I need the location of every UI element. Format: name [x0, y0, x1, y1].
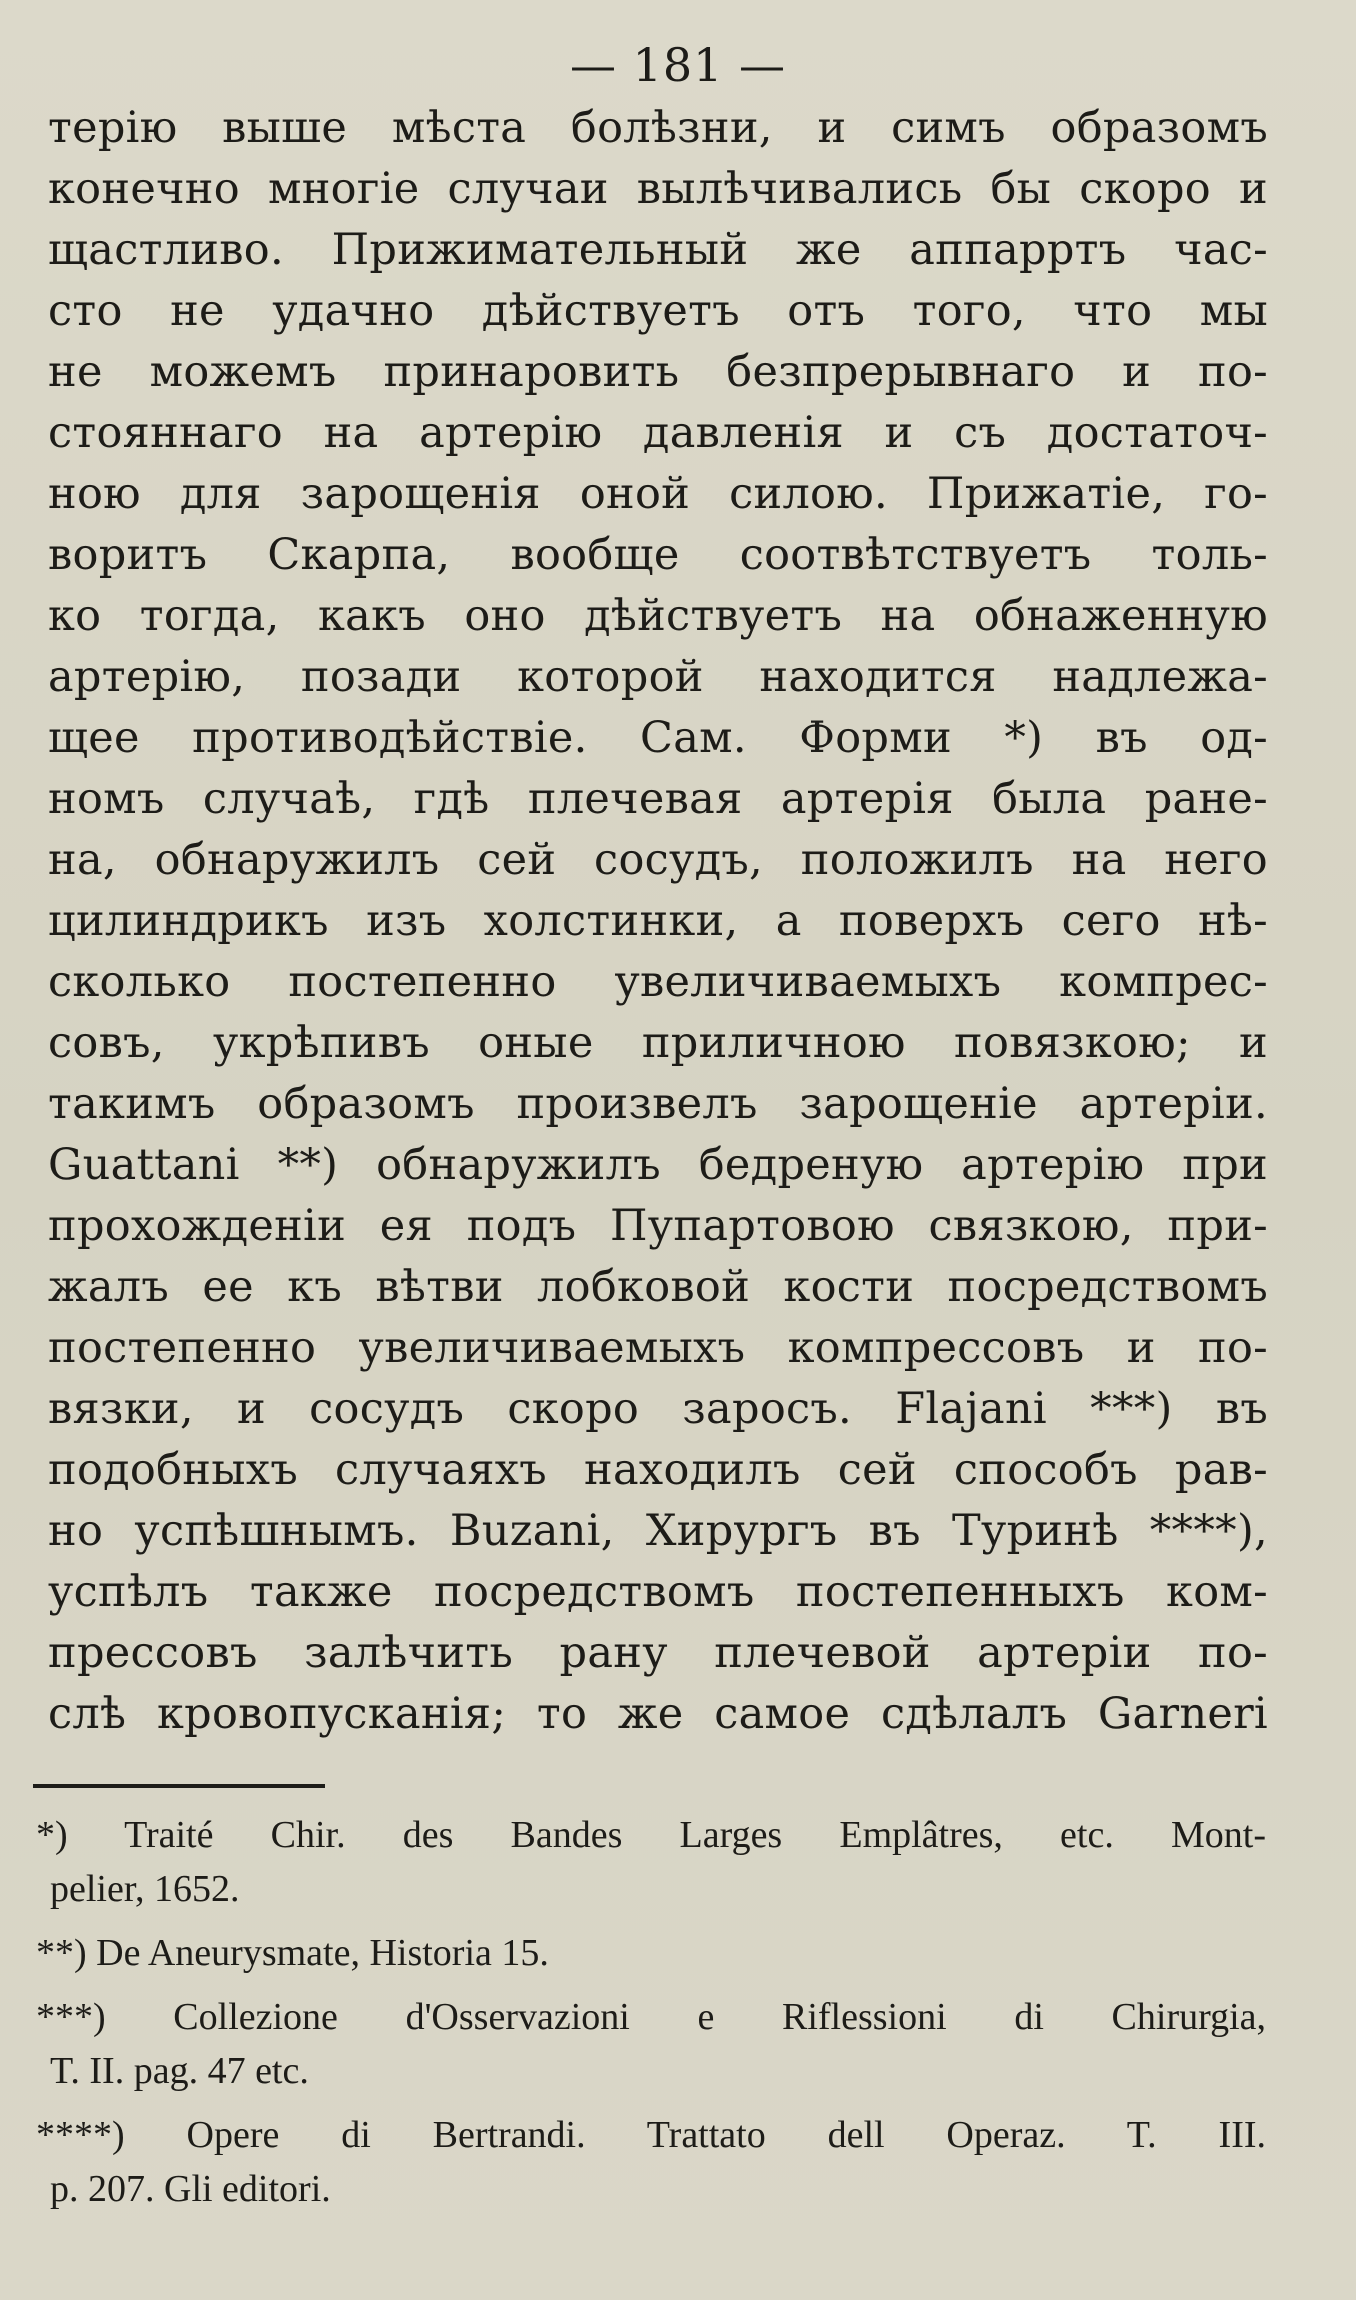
footnote-line: ****) Opere di Bertrandi. Trattato dell Operaz. T. III.: [36, 2114, 1266, 2156]
text-line: ною для зарощенія оной силою. Прижатіе, го-: [48, 469, 1268, 519]
text-line: артерію, позади которой находится надлежа-: [48, 652, 1268, 702]
footnote-line: *) Traité Chir. des Bandes Larges Emplâtres, etc. Mont-: [36, 1814, 1266, 1856]
footnote-line: p. 207. Gli editori.: [50, 2168, 331, 2210]
text-line: не можемъ принаровить безпрерывнаго и по-: [48, 347, 1268, 397]
footnote: [36, 2108, 1266, 2216]
text-line: воритъ Скарпа, вообще соотвѣтствуетъ толь-: [48, 530, 1268, 580]
footnotes: [36, 1808, 1266, 2226]
text-line: постепенно увеличиваемыхъ компрессовъ и по-: [48, 1323, 1268, 1373]
text-line: щее противодѣйствіе. Сам. Форми *) въ од-: [48, 713, 1268, 763]
text-line: но успѣшнымъ. Buzani, Хирургъ въ Туринѣ ****),: [48, 1506, 1268, 1556]
text-line: совъ, укрѣпивъ оные приличною повязкою; и: [48, 1018, 1268, 1068]
text-line: жалъ ее къ вѣтви лобковой кости посредствомъ: [48, 1262, 1268, 1312]
text-line: ко тогда, какъ оно дѣйствуетъ на обнаженную: [48, 591, 1268, 641]
footnote-line: ***) Collezione d'Osservazioni e Riflessioni di Chirurgia,: [36, 1996, 1266, 2038]
text-line: такимъ образомъ произвелъ зарощеніе артеріи.: [48, 1079, 1268, 1129]
text-line: цилиндрикъ изъ холстинки, а поверхъ сего нѣ-: [48, 896, 1268, 946]
text-line: терію выше мѣста болѣзни, и симъ образомъ: [48, 103, 1268, 153]
text-line: слѣ кровопусканія; то же самое сдѣлалъ Garneri: [48, 1689, 1268, 1739]
footnote-separator-rule: [33, 1784, 325, 1788]
text-line: успѣлъ также посредствомъ постепенныхъ ком-: [48, 1567, 1268, 1617]
footnote: [36, 1808, 1266, 1916]
text-line: вязки, и сосудъ скоро заросъ. Flajani ***) въ: [48, 1384, 1268, 1434]
text-line: подобныхъ случаяхъ находилъ сей способъ рав-: [48, 1445, 1268, 1495]
footnote: [36, 1926, 1266, 1980]
main-text: [48, 98, 1268, 1745]
text-line: прессовъ залѣчить рану плечевой артеріи по-: [48, 1628, 1268, 1678]
text-line: прохожденіи ея подъ Пупартовою связкою, при-: [48, 1201, 1268, 1251]
text-line: на, обнаружилъ сей сосудъ, положилъ на него: [48, 835, 1268, 885]
text-line: щастливо. Прижимательный же аппарртъ час-: [48, 225, 1268, 275]
text-line: сто не удачно дѣйствуетъ отъ того, что мы: [48, 286, 1268, 336]
footnote-line: T. II. pag. 47 etc.: [50, 2050, 309, 2092]
footnote-line: **) De Aneurysmate, Historia 15.: [36, 1932, 549, 1974]
text-line: стояннаго на артерію давленія и съ достаточ-: [48, 408, 1268, 458]
text-line: номъ случаѣ, гдѣ плечевая артерія была ране-: [48, 774, 1268, 824]
footnote-line: pelier, 1652.: [50, 1868, 240, 1910]
footnote: [36, 1990, 1266, 2098]
text-line: сколько постепенно увеличиваемыхъ компрес-: [48, 957, 1268, 1007]
page-number: — 181 —: [569, 38, 787, 92]
text-line: конечно многіе случаи вылѣчивались бы скоро и: [48, 164, 1268, 214]
text-line: Guattani **) обнаружилъ бедреную артерію при: [48, 1140, 1268, 1190]
